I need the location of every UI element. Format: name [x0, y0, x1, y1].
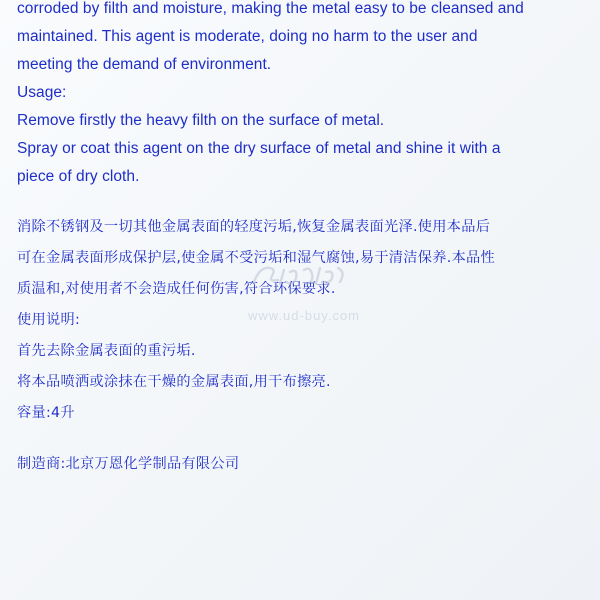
english-line: Remove firstly the heavy filth on the surface of metal.	[17, 112, 385, 129]
chinese-description-line: 消除不锈钢及一切其他金属表面的轻度污垢,恢复金属表面光泽.使用本品后	[17, 219, 491, 235]
english-instructions	[17, 0, 592, 191]
usage-heading-en: Usage:	[17, 84, 67, 101]
english-line: corroded by filth and moisture, making the metal easy to be cleansed and	[17, 0, 524, 17]
english-line: meeting the demand of environment.	[17, 56, 272, 73]
chinese-description-line: 可在金属表面形成保护层,使金属不受污垢和湿气腐蚀,易于清洁保养.本品性	[17, 250, 496, 266]
usage-step: 首先去除金属表面的重污垢.	[17, 343, 196, 359]
english-line: Spray or coat this agent on the dry surface of metal and shine it with a	[17, 140, 501, 157]
watermark-url: www.ud-buy.com	[248, 308, 361, 323]
section-spacer	[17, 429, 592, 449]
usage-heading-zh: 使用说明:	[17, 312, 81, 328]
capacity-text: 容量:4升	[17, 405, 75, 421]
english-line: piece of dry cloth.	[17, 168, 140, 185]
manufacturer-text: 制造商:北京万恩化学制品有限公司	[17, 456, 240, 472]
chinese-description-line: 质温和,对使用者不会造成任何伤害,符合环保要求.	[17, 281, 336, 297]
chinese-instructions	[17, 212, 592, 480]
usage-step: 将本品喷洒或涂抹在干燥的金属表面,用干布擦亮.	[17, 374, 331, 390]
english-line: maintained. This agent is moderate, doing no harm to the user and	[17, 28, 478, 45]
